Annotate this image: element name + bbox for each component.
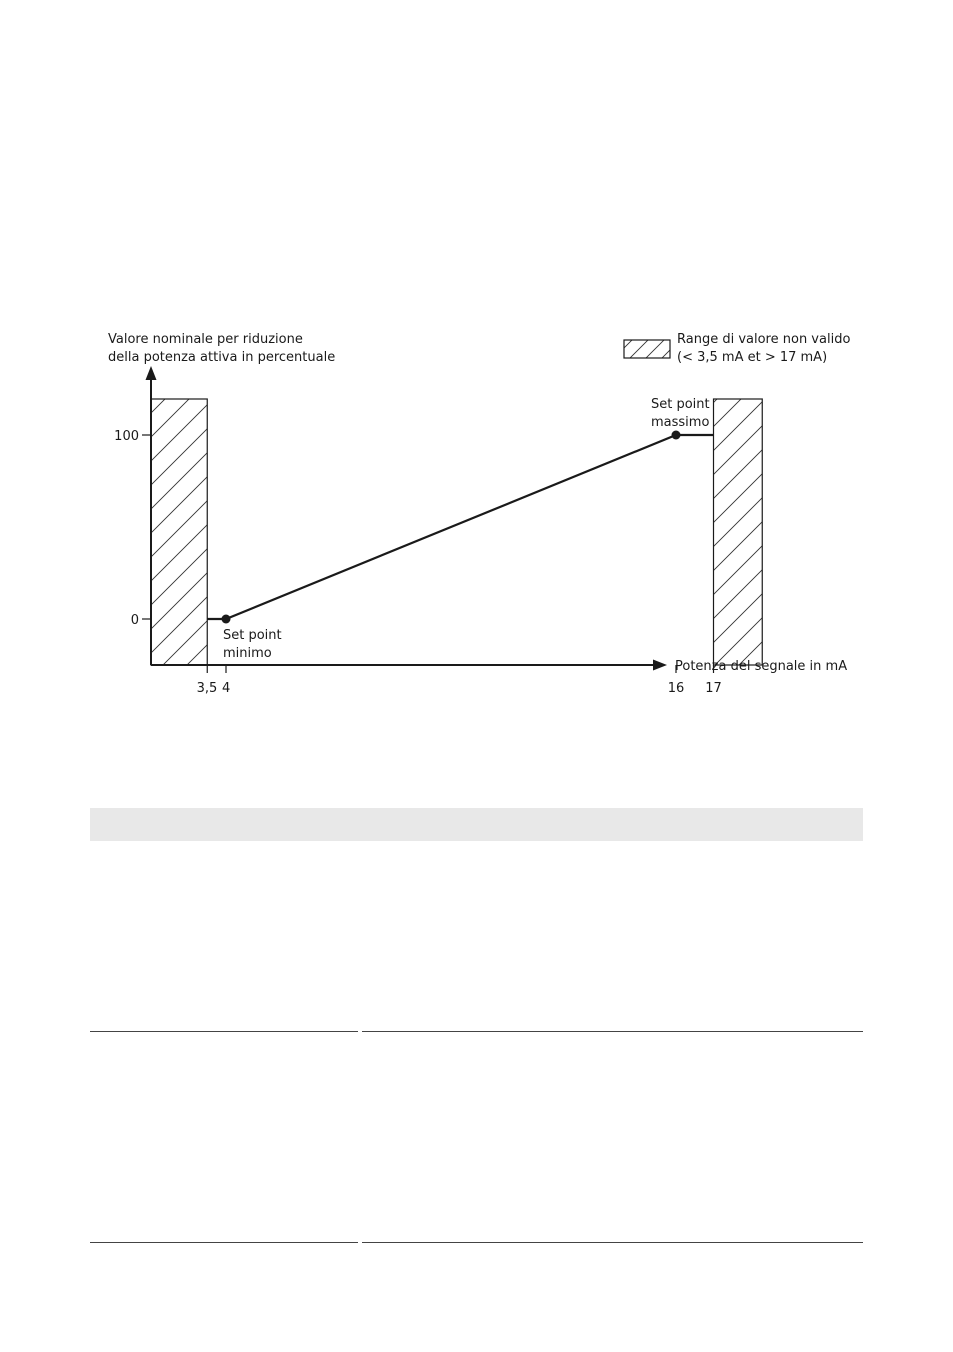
y-axis-label-line1: Valore nominale per riduzione: [108, 332, 303, 347]
y-tick-label-0: 0: [130, 613, 139, 628]
y-axis-label-line2: della potenza attiva in percentuale: [108, 350, 336, 365]
x-axis-label: Potenza del segnale in mA: [675, 659, 848, 674]
setpoint-minimum-point: [222, 615, 231, 624]
table-rule-right-2: [362, 1242, 863, 1243]
table-rule-left-2: [90, 1242, 358, 1243]
y-tick-label-100: 100: [114, 429, 139, 444]
x-tick-label-4: 4: [222, 681, 231, 696]
annotation-min-line2: minimo: [223, 646, 272, 661]
setpoint-series-line: [207, 435, 713, 619]
legend-label-line2: (< 3,5 mA et > 17 mA): [677, 350, 828, 365]
table-rule-left-1: [90, 1031, 358, 1032]
invalid-range-left: [151, 399, 207, 665]
annotation-max-line1: Set point: [651, 397, 710, 412]
x-tick-label-3-5: 3,5: [196, 681, 218, 696]
setpoint-maximum-point: [672, 431, 681, 440]
x-axis-arrow: [653, 660, 667, 671]
invalid-range-right: [714, 399, 763, 665]
table-header-band: [90, 808, 863, 841]
annotation-max-line2: massimo: [651, 415, 710, 430]
y-axis-arrow: [146, 366, 157, 380]
annotation-min-line1: Set point: [223, 628, 282, 643]
x-tick-label-16: 16: [667, 681, 685, 696]
setpoint-chart: [0, 300, 953, 710]
x-tick-label-17: 17: [705, 681, 722, 696]
legend-hatch-swatch: [624, 340, 670, 358]
table-rule-right-1: [362, 1031, 863, 1032]
legend-label-line1: Range di valore non valido: [677, 332, 851, 347]
